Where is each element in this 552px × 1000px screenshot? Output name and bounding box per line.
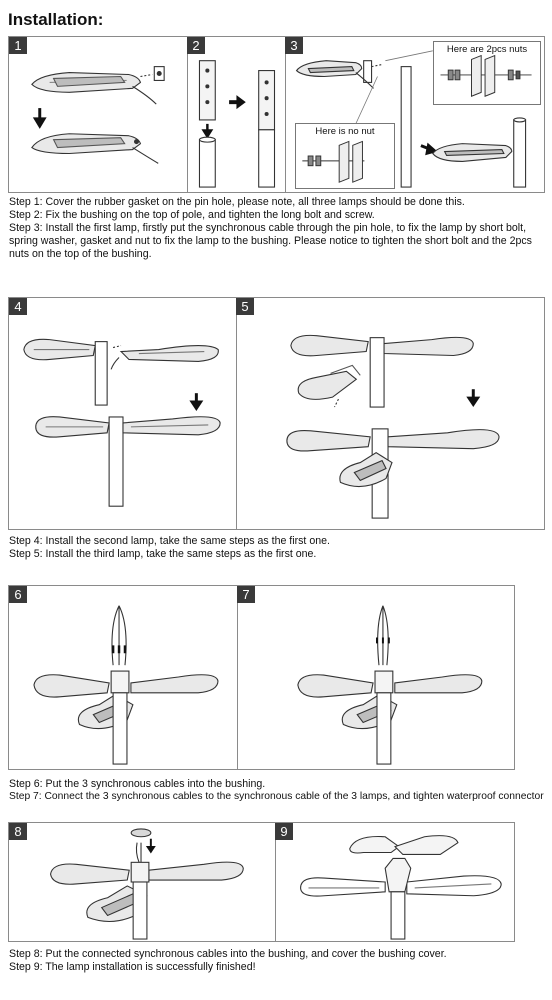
- step-8-illustration: [9, 823, 275, 941]
- panel-steps-4-5: [8, 297, 545, 530]
- step-number-9: 9: [275, 823, 293, 840]
- step-5-illustration: [236, 298, 546, 529]
- step-number-3: 3: [285, 37, 303, 54]
- step-6-cell: [9, 586, 237, 769]
- panel-steps-8-9: [8, 822, 515, 942]
- step-4-illustration: [9, 298, 236, 529]
- step-number-1: 1: [9, 37, 27, 54]
- step-number-5: 5: [236, 298, 254, 315]
- step-9-cell: [275, 823, 516, 941]
- step-8-cell: [9, 823, 275, 941]
- step-1-illustration: [9, 37, 187, 192]
- step-number-7: 7: [237, 586, 255, 603]
- step-number-6: 6: [9, 586, 27, 603]
- step-7-illustration: [237, 586, 516, 769]
- step-2-illustration: [187, 37, 285, 192]
- panel-steps-1-3: [8, 36, 545, 193]
- nuts-detail-icon: [434, 42, 540, 104]
- step-6-illustration: [9, 586, 237, 769]
- step-2-text: Step 2: Fix the bushing on the top of pole, and tighten the long bolt and screw.: [9, 208, 375, 221]
- steps-6-7-text: [9, 778, 549, 804]
- step-9-illustration: [275, 823, 516, 941]
- step-1-text: Step 1: Cover the rubber gasket on the pin hole, please note, all three lamps should be done this.: [9, 196, 465, 208]
- callout-two-nuts-label: Here are 2pcs nuts: [446, 44, 528, 55]
- steps-1-3-text: [9, 196, 539, 261]
- step-number-2: 2: [187, 37, 205, 54]
- steps-8-9-text: [9, 948, 539, 974]
- step-9-text: Step 9: The lamp installation is successfully finished!: [9, 960, 256, 973]
- callout-two-nuts: [433, 41, 541, 105]
- callout-no-nut: [295, 123, 395, 189]
- callout-no-nut-label: Here is no nut: [315, 126, 375, 137]
- step-5-text: Step 5: Install the third lamp, take the same steps as the first one.: [9, 547, 317, 560]
- step-number-4: 4: [9, 298, 27, 315]
- step-7-text: Step 7: Connect the 3 synchronous cables to the synchronous cable of the 3 lamps, and tighten waterproof connector: [9, 790, 544, 802]
- step-5-cell: [236, 298, 546, 529]
- step-4-text: Step 4: Install the second lamp, take the same steps as the first one.: [9, 535, 330, 547]
- step-4-cell: [9, 298, 236, 529]
- step-7-cell: [237, 586, 516, 769]
- no-nut-detail-icon: [296, 124, 394, 188]
- page-title: Installation:: [8, 10, 104, 29]
- panel-steps-6-7: [8, 585, 515, 770]
- step-6-text: Step 6: Put the 3 synchronous cables into the bushing.: [9, 778, 266, 790]
- step-number-8: 8: [9, 823, 27, 840]
- step-3-text: Step 3: Install the first lamp, firstly put the synchronous cable through the pin hole, to fix the lamp by short bolt, spring washer, gasket and nut to fix the lamp to the bushing. Please notice to tighten the short bolt and the 2pcs nuts on the top of the bushing.: [9, 221, 532, 260]
- step-3-cell: [285, 37, 546, 192]
- step-8-text: Step 8: Put the connected synchronous cables into the bushing, and cover the bushing cover.: [9, 948, 447, 960]
- step-2-cell: [187, 37, 285, 192]
- step-1-cell: [9, 37, 187, 192]
- steps-4-5-text: [9, 535, 539, 561]
